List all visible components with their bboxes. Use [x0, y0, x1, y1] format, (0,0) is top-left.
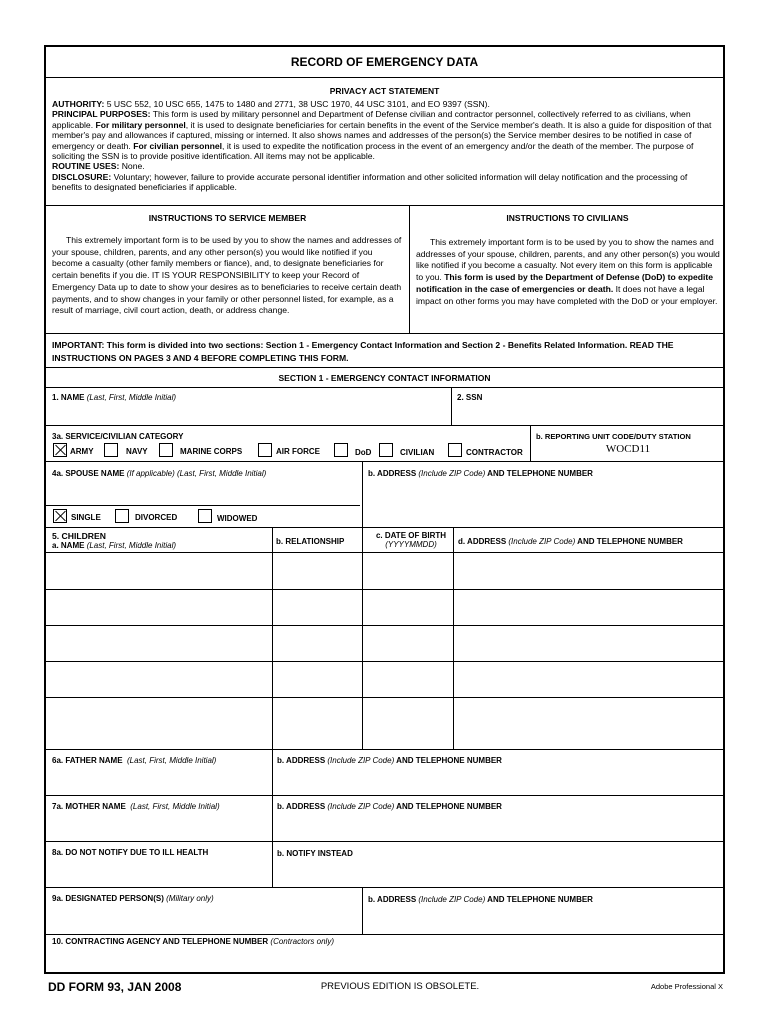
divider: [409, 205, 410, 333]
contracting-agency-label: 10. CONTRACTING AGENCY AND TELEPHONE NUMBER (Contractors only): [52, 937, 334, 946]
contractor-label: CONTRACTOR: [466, 448, 523, 457]
authority-text: 5 USC 552, 10 USC 655, 1475 to 1480 and 2771, 38 USC 1970, 44 USC 3101, and EO 9397 (SSN).: [104, 99, 490, 109]
divider: [46, 425, 723, 426]
disclosure-text: Voluntary; however, failure to provide accurate personal identifier information and other solicited information will delay notification and the processing of benefits to designated beneficiaries if applicable.: [52, 171, 688, 193]
children-address-input[interactable]: [455, 554, 722, 747]
single-label: SINGLE: [71, 513, 101, 522]
privacy-heading: PRIVACY ACT STATEMENT: [329, 86, 440, 96]
disclosure-paragraph: [52, 172, 717, 193]
purposes-text: , it is used to designate beneficiaries for certain benefits in the event of the Service member's death. It is also a guide for disposition of that member's pay and allowances if captured, missing or interned. It also shows names and addresses of the person(s) the Service member desires to be notified in case of emergency or death.: [52, 119, 712, 151]
divider: [272, 527, 273, 749]
divider: [453, 527, 454, 749]
military-personnel-label: For military personnel: [95, 119, 186, 130]
civilian-instructions-text: [416, 237, 720, 307]
spouse-address-input[interactable]: [364, 481, 722, 525]
dob-label: c. DATE OF BIRTH (YYYYMMDD): [375, 531, 447, 549]
designated-address-input[interactable]: [364, 905, 722, 931]
notify-instead-input[interactable]: [274, 859, 722, 885]
purposes-label: PRINCIPAL PURPOSES:: [52, 109, 151, 120]
section1-heading: SECTION 1 - EMERGENCY CONTACT INFORMATION: [278, 373, 491, 383]
edition-notice: PREVIOUS EDITION IS OBSOLETE.: [320, 981, 480, 992]
routine-uses-text: None.: [119, 161, 145, 172]
divider: [46, 205, 723, 206]
emergency-data-form: [44, 45, 725, 974]
divorced-checkbox[interactable]: [115, 509, 129, 523]
civilian-bold-text: This form is used by the Department of Defense (DoD) to expedite notification in the case of emergencies or death.: [416, 272, 714, 294]
member-instructions-heading: INSTRUCTIONS TO SERVICE MEMBER: [148, 213, 307, 223]
spouse-label: 4a. SPOUSE NAME (If applicable) (Last, First, Middle Initial): [52, 469, 267, 478]
authority-label: AUTHORITY:: [52, 99, 105, 109]
divider: [362, 887, 363, 934]
ssn-input[interactable]: [453, 403, 723, 423]
children-label: 5. CHILDREN: [52, 531, 106, 541]
divider: [530, 425, 531, 461]
dod-checkbox[interactable]: [334, 443, 348, 457]
widowed-checkbox[interactable]: [198, 509, 212, 523]
dod-label: DoD: [355, 448, 372, 457]
divider: [46, 795, 723, 796]
divider: [46, 749, 723, 750]
father-label: 6a. FATHER NAME (Last, First, Middle Initial): [52, 756, 217, 765]
divider: [272, 749, 273, 795]
civilian-personnel-label: For civilian personnel: [133, 140, 223, 151]
spouse-address-label: b. ADDRESS (Include ZIP Code) AND TELEPHONE NUMBER: [368, 469, 593, 478]
privacy-statement: [52, 99, 717, 193]
civilian-text: It does not have a legal impact on other forms you may have completed with the DoD or your employer.: [416, 283, 718, 306]
civilian-instructions-heading: INSTRUCTIONS TO CIVILIANS: [506, 213, 629, 223]
father-name-input[interactable]: [48, 767, 270, 793]
purposes-text: This form is used by military personnel and Department of Defense civilian and contractor personnel, collectively referred to as civilians, when applicable.: [52, 109, 691, 130]
reporting-unit-label: b. REPORTING UNIT CODE/DUTY STATION: [536, 432, 691, 441]
ssn-label: 2. SSN: [457, 393, 483, 402]
divider: [362, 461, 363, 527]
relationship-input[interactable]: [274, 554, 360, 747]
single-checkbox[interactable]: [53, 509, 67, 523]
important-notice: [52, 339, 715, 364]
routine-uses-line: [52, 161, 717, 171]
divider: [46, 387, 723, 388]
children-address-label: d. ADDRESS (Include ZIP Code) AND TELEPHONE NUMBER: [458, 537, 683, 546]
mother-label: 7a. MOTHER NAME (Last, First, Middle Initial): [52, 802, 220, 811]
army-checkbox[interactable]: [53, 443, 67, 457]
civilian-checkbox[interactable]: [379, 443, 393, 457]
air-force-label: AIR FORCE: [276, 447, 320, 456]
divider: [46, 527, 723, 528]
dob-input[interactable]: [364, 554, 451, 747]
navy-label: NAVY: [126, 447, 148, 456]
purposes-text: , it is used to expedite the notification process in the event of an emergency and/or the death of the member. The purpose of soliciting the SSN is to provide positive identification. All items may not be applicable.: [52, 140, 694, 162]
authority-line: [52, 99, 717, 109]
father-address-input[interactable]: [274, 767, 722, 793]
contracting-agency-input[interactable]: [48, 949, 722, 971]
notify-instead-label: b. NOTIFY INSTEAD: [277, 849, 353, 858]
designated-person-input[interactable]: [48, 905, 360, 931]
divider: [272, 795, 273, 841]
divider: [46, 461, 723, 462]
do-not-notify-input[interactable]: [48, 859, 270, 885]
divider: [46, 333, 723, 334]
divider: [451, 387, 452, 425]
widowed-label: WIDOWED: [217, 514, 258, 523]
divider: [46, 367, 723, 368]
divider: [46, 934, 723, 935]
children-name-label: a. NAME (Last, First, Middle Initial): [52, 541, 177, 550]
reporting-unit-input[interactable]: WOCD11: [605, 443, 651, 455]
form-title: RECORD OF EMERGENCY DATA: [290, 55, 479, 69]
civilian-text: This extremely important form is to be used by you to show the names and addresses of your spouse, children, parents, and any other person(s) you would like notified if you become a casualty. Not every item on this form is applicable to you.: [416, 237, 720, 283]
divider: [46, 887, 723, 888]
designated-person-label: 9a. DESIGNATED PERSON(S) (Military only): [52, 894, 214, 903]
name-input[interactable]: [48, 403, 448, 423]
software-note: Adobe Professional X: [650, 982, 723, 991]
father-address-label: b. ADDRESS (Include ZIP Code) AND TELEPHONE NUMBER: [277, 756, 502, 765]
mother-address-label: b. ADDRESS (Include ZIP Code) AND TELEPHONE NUMBER: [277, 802, 502, 811]
divider: [46, 505, 360, 506]
navy-checkbox[interactable]: [104, 443, 118, 457]
mother-address-input[interactable]: [274, 813, 722, 839]
divider: [46, 841, 723, 842]
routine-uses-label: ROUTINE USES:: [52, 161, 120, 172]
divider: [46, 77, 723, 78]
name-label: 1. NAME (Last, First, Middle Initial): [52, 393, 177, 402]
divider: [272, 841, 273, 887]
important-text: This form is divided into two sections: Section 1 - Emergency Contact Information and Section 2 - Benefits Related Information. READ THE INSTRUCTIONS ON PAGES 3 AND 4 BEFORE COMPLETING THIS FORM.: [52, 340, 674, 363]
divider: [362, 527, 363, 749]
designated-address-label: b. ADDRESS (Include ZIP Code) AND TELEPHONE NUMBER: [368, 895, 593, 904]
contractor-checkbox[interactable]: [448, 443, 462, 457]
mother-name-input[interactable]: [48, 813, 270, 839]
divider: [46, 552, 723, 553]
civilian-label: CIVILIAN: [400, 448, 435, 457]
marine-corps-label: MARINE CORPS: [180, 447, 243, 456]
air-force-checkbox[interactable]: [258, 443, 272, 457]
category-label: 3a. SERVICE/CIVILIAN CATEGORY: [52, 432, 184, 441]
children-name-input[interactable]: [48, 554, 270, 747]
purposes-paragraph: [52, 109, 717, 161]
important-label: IMPORTANT:: [52, 340, 105, 350]
divorced-label: DIVORCED: [135, 513, 178, 522]
army-label: ARMY: [70, 447, 94, 456]
disclosure-label: DISCLOSURE:: [52, 171, 112, 182]
member-instructions-text: This extremely important form is to be used by you to show the names and addresses of your spouse, children, parents, and any other person(s) you would like notified if you become a casualty (other family members or fiance), and, to designate beneficiaries for certain benefits if you die. IT IS YOUR RESPONSIBILITY to keep your Record of Emergency Data up to date to show your desires as to beneficiaries to receive certain death payments, and to show changes in your family or other personnel listed, for example, as a result of marriage, civil court action, death, or address change.: [52, 235, 402, 316]
form-number: DD FORM 93, JAN 2008: [48, 980, 182, 994]
spouse-input[interactable]: [48, 481, 358, 505]
marine-corps-checkbox[interactable]: [159, 443, 173, 457]
do-not-notify-label: 8a. DO NOT NOTIFY DUE TO ILL HEALTH: [52, 848, 209, 857]
relationship-label: b. RELATIONSHIP: [276, 537, 345, 546]
